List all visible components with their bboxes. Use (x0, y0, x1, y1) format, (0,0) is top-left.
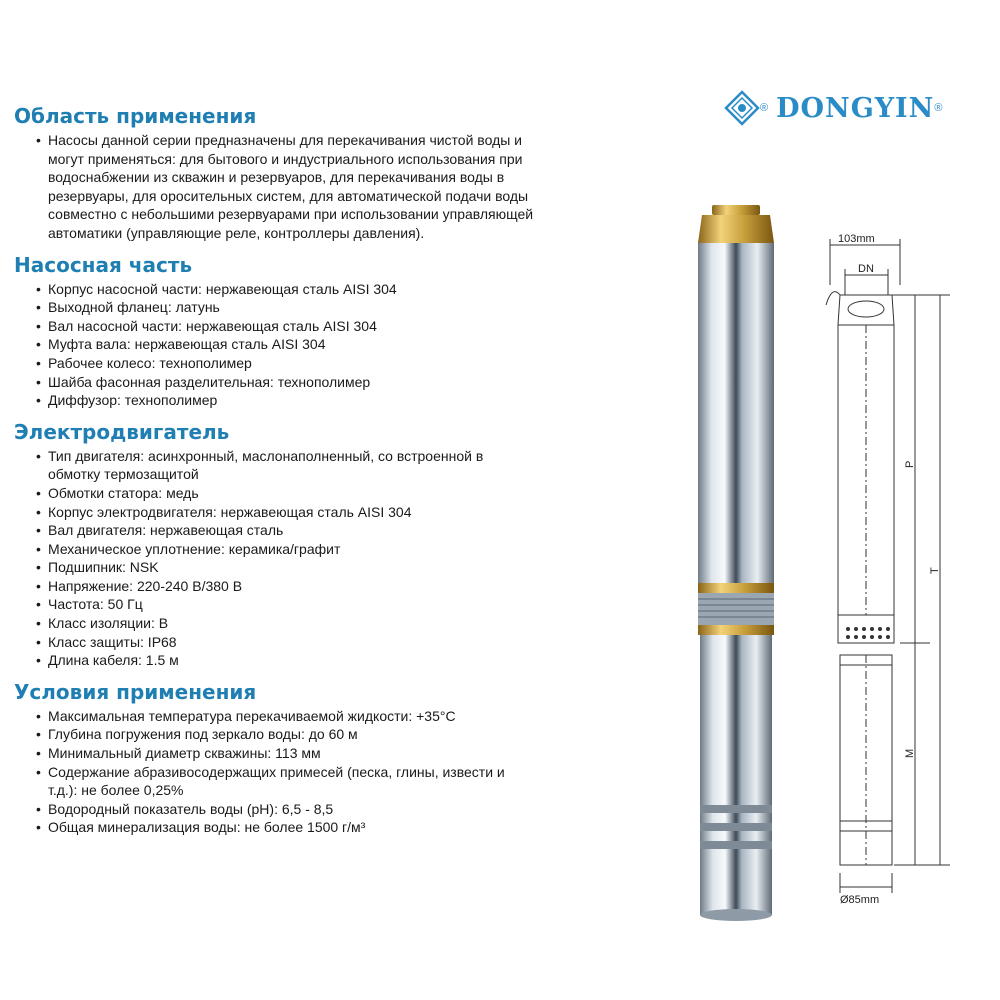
logo-emblem-icon (724, 90, 760, 126)
motor-body (700, 635, 772, 915)
brand-logo (724, 88, 942, 128)
outlet-flange (712, 205, 760, 215)
list-item: • Рабочее колесо: технополимер (14, 354, 534, 373)
list-item: • Диффузор: технополимер (14, 391, 534, 410)
m-label: M (904, 748, 916, 758)
pump-body (698, 243, 774, 583)
list-item: • Тип двигателя: асинхронный, маслонаполненный, со встроенной в обмотку термозащитой (14, 447, 534, 484)
list-item: • Класс изоляции: B (14, 614, 534, 633)
t-label: T (929, 567, 941, 574)
list-item: • Напряжение: 220-240 В/380 В (14, 577, 534, 596)
section-motor (14, 420, 534, 670)
list-item: • Выходной фланец: латунь (14, 298, 534, 317)
intake-mesh (698, 593, 774, 625)
list-item: • Длина кабеля: 1.5 м (14, 651, 534, 670)
item-list (14, 707, 534, 837)
width-label: 103mm (838, 233, 875, 245)
section-title: Электродвигатель (14, 419, 230, 444)
diameter-label: Ø85mm (840, 894, 880, 905)
list-item: • Механическое уплотнение: керамика/графит (14, 540, 534, 559)
dn-label: DN (858, 263, 874, 275)
section-operating-conditions (14, 680, 534, 837)
list-item: • Водородный показатель воды (pH): 6,5 - 8,5 (14, 800, 534, 819)
dimension-drawing (790, 225, 960, 905)
list-item: • Содержание абразивосодержащих примесей (песка, глины, извести и т.д.): не более 0,25% (14, 763, 534, 800)
list-item: • Максимальная температура перекачиваемой жидкости: +35°C (14, 707, 534, 726)
brass-head (698, 215, 774, 243)
list-item: • Муфта вала: нержавеющая сталь AISI 304 (14, 335, 534, 354)
list-item: • Минимальный диаметр скважины: 113 мм (14, 744, 534, 763)
brass-ring (698, 583, 774, 593)
item-list (14, 447, 534, 670)
section-title: Область применения (14, 104, 257, 128)
list-item: • Подшипник: NSK (14, 558, 534, 577)
list-item: • Глубина погружения под зеркало воды: до 60 м (14, 725, 534, 744)
brand-name: DONGYIN (776, 92, 935, 124)
list-item: • Шайба фасонная разделительная: технополимер (14, 373, 534, 392)
list-item: • Частота: 50 Гц (14, 595, 534, 614)
registered-mark: ® (934, 102, 943, 114)
item-list (14, 131, 534, 243)
list-item: • Общая минерализация воды: не более 1500 г/м³ (14, 818, 534, 837)
pump-illustration (690, 205, 782, 925)
list-item: • Корпус электродвигателя: нержавеющая сталь AISI 304 (14, 503, 534, 522)
list-item: • Вал насосной части: нержавеющая сталь AISI 304 (14, 317, 534, 336)
list-item: • Обмотки статора: медь (14, 484, 534, 503)
section-title: Насосная часть (14, 252, 193, 277)
section-pump-part (14, 253, 534, 410)
list-item: • Насосы данной серии предназначены для перекачивания чистой воды и могут применяться: для бытового и индустриального использования при водоснабжении из скважин и резервуаров, для перекачивания воды в резервуары, для оросительных систем, для автоматической подачи воды совместно с небольшими резервуарами при использовании управляющей автоматики (управляющие реле, контроллеры давления). (14, 131, 534, 243)
list-item: • Корпус насосной части: нержавеющая сталь AISI 304 (14, 280, 534, 299)
section-application (14, 104, 534, 243)
spec-text-column (14, 104, 534, 847)
section-title: Условия применения (14, 679, 257, 704)
list-item: • Класс защиты: IP68 (14, 633, 534, 652)
item-list (14, 280, 534, 410)
registered-mark: ® (760, 102, 769, 114)
p-label: P (904, 460, 916, 468)
list-item: • Вал двигателя: нержавеющая сталь (14, 521, 534, 540)
